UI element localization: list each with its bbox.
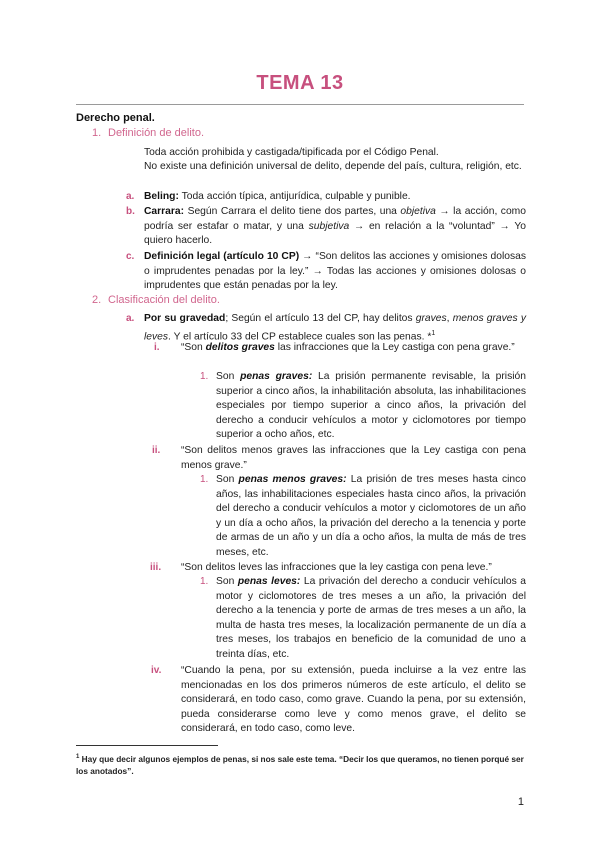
extension-rule-quote: “Cuando la pena, por su extensión, pueda incluirse a la vez entre las mencionadas en los dos primeros números de este artículo, el delito se considerará, en todo caso, como grave. Cuando la pena, por su extensión, pueda considerarse como leve y como menos grave, el delito se considerará, en todo caso, como leve. (181, 665, 526, 735)
gravedad-text-1: ; Según el artículo 13 del CP, hay delitos (225, 313, 416, 324)
gravedad-classification (144, 312, 526, 345)
delitos-graves-text-2: las infracciones que la Ley castiga con pena grave.” (274, 342, 515, 353)
penas-leves-body: La privación del derecho a conducir vehículos a motor y ciclomotores de tres meses a un año, la privación del derecho a la tenencia y porte de armas de tres meses a un año, la multa de hasta tres meses, la localización permanente de un día a tres meses, los trabajos en beneficio de la comunidad de uno a treinta días, etc. (216, 576, 526, 660)
footnote-divider (76, 745, 218, 746)
definition-intro-1: Toda acción prohibida y castigada/tipificada por el Código Penal. (144, 147, 439, 158)
penas-graves-text (216, 370, 526, 443)
beling-label: Beling: (144, 191, 179, 202)
page-number: 1 (517, 796, 524, 808)
footnote-ref[interactable]: 1 (431, 329, 436, 337)
delitos-leves-quote: “Son delitos leves las infracciones que la ley castiga con pena leve.” (181, 562, 492, 573)
footnote (76, 751, 526, 778)
beling-text: Toda acción típica, antijurídica, culpable y punible. (178, 191, 411, 202)
penas-menos-graves-label: penas menos graves: (238, 474, 347, 485)
beling-definition (144, 190, 526, 205)
section-1-number: 1. (92, 127, 102, 139)
carrara-text-3: → en relación a la “voluntad” → Yo quiero hacerlo. (144, 220, 526, 247)
item-b-marker: b. (126, 206, 135, 217)
roman-i-marker: i. (154, 342, 160, 353)
carrara-text-2: → la acción, como podría ser estafar o matar, y una (144, 206, 526, 232)
penas-graves-label: penas graves: (240, 371, 313, 382)
penas-leves-number: 1. (200, 576, 209, 587)
delitos-graves-quote (181, 341, 526, 356)
penas-menos-graves-body: La prisión de tres meses hasta cinco años, las inhabilitaciones especiales hasta cinco años, la privación del derecho a conducir vehículos a motor y ciclomotores de un año y un día a ocho años, la privación del derecho a la tenencia y porte de armas de un año y un día a ocho años, la multa de más de tres meses, etc. (216, 474, 527, 558)
carrara-label: Carrara: (144, 206, 185, 217)
legal-text: → “Son delitos las acciones y omisiones dolosas o imprudentes penadas por la ley.” → Todas las acciones y omisiones dolosas o imprudentes que están penadas por la ley. (144, 251, 526, 292)
gravedad-text-3: . Y el artículo 33 del CP establece cuales son las penas. * (168, 331, 432, 343)
legal-definition (144, 250, 526, 294)
carrara-definition (144, 205, 526, 249)
item-c-marker: c. (126, 251, 135, 262)
penas-menos-graves-number: 1. (200, 474, 209, 485)
penas-graves-prefix: Son (216, 371, 241, 382)
delitos-graves-emphasis: delitos graves (205, 342, 275, 353)
gravedad-graves: graves (415, 313, 447, 324)
definition-intro-2: No existe una definición universal de delito, depende del país, cultura, religión, etc. (144, 161, 522, 172)
page-title: TEMA 13 (256, 72, 344, 94)
penas-leves-prefix: Son (216, 576, 238, 587)
penas-graves-body: La prisión permanente revisable, la prisión superior a cinco años, la inhabilitación absoluta, las inhabilitaciones especiales por tiempo superior a cinco años, la privación del derecho a conducir vehículos a motor y ciclomotores por tiempo superior a ocho años, etc. (216, 371, 526, 441)
penas-leves-text (216, 575, 526, 663)
section-2-number: 2. (92, 294, 102, 306)
gravedad-text-2: , (446, 313, 453, 324)
gravedad-label: Por su gravedad (144, 313, 226, 324)
gravedad-marker: a. (126, 313, 135, 324)
roman-iv-marker: iv. (151, 665, 162, 676)
delitos-menos-graves-quote: “Son delitos menos graves las infracciones que la Ley castiga con pena menos grave.” (181, 445, 526, 471)
carrara-text-1: Según Carrara el delito tiene dos partes, una (184, 206, 401, 217)
penas-menos-graves-text (216, 473, 526, 561)
footnote-text: Hay que decir algunos ejemplos de penas, si nos sale este tema. “Decir los que queramos, no tienen porqué ser los anotados”. (76, 753, 524, 777)
penas-menos-graves-prefix: Son (216, 474, 239, 485)
section-1-title: Definición de delito. (108, 127, 205, 139)
gravedad-menos-graves: menos graves y leves (144, 313, 527, 343)
penas-graves-number: 1. (200, 371, 209, 382)
delitos-graves-text-1: “Son (181, 342, 206, 353)
item-a-marker: a. (126, 191, 135, 202)
legal-label: Definición legal (artículo 10 CP) (144, 251, 300, 262)
carrara-subjetiva: subjetiva (308, 220, 350, 232)
penas-leves-label: penas leves: (237, 576, 301, 587)
carrara-objetiva: objetiva (400, 206, 436, 217)
roman-ii-marker: ii. (152, 445, 161, 456)
footnote-number: 1 (76, 754, 80, 760)
title-divider (76, 104, 524, 105)
section-2-title: Clasificación del delito. (108, 294, 220, 306)
roman-iii-marker: iii. (150, 562, 162, 573)
section-heading: Derecho penal. (76, 112, 155, 124)
